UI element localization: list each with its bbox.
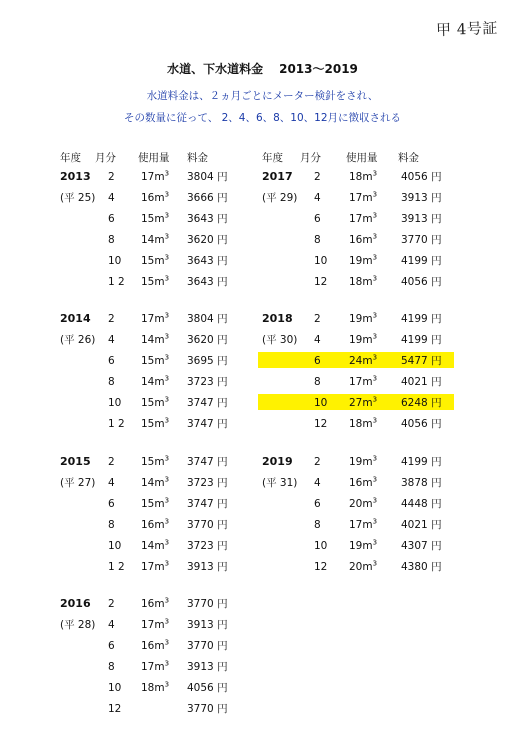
usage-cell: $17m^3$ bbox=[141, 659, 170, 673]
fee-cell bbox=[401, 354, 442, 368]
usage-cell: $16m^3$ bbox=[141, 517, 170, 531]
usage-value: 19 bbox=[349, 540, 363, 552]
month-cell: 6 bbox=[314, 213, 321, 225]
month-cell: 4 bbox=[314, 334, 321, 346]
yen-unit: 円 bbox=[431, 234, 442, 246]
yen-unit: 円 bbox=[431, 171, 442, 183]
fee-value: 3747 bbox=[187, 397, 214, 409]
usage-value: 17 bbox=[141, 171, 155, 183]
usage-value: 19 bbox=[349, 313, 363, 325]
usage-cell: $20m^3$ bbox=[349, 559, 378, 573]
yen-unit: 円 bbox=[217, 334, 228, 346]
fee-cell bbox=[187, 518, 228, 532]
usage-value: 19 bbox=[349, 456, 363, 468]
usage-cell: $14m^3$ bbox=[141, 332, 170, 346]
fee-value: 4056 bbox=[401, 171, 428, 183]
usage-cell: $19m^3$ bbox=[349, 311, 378, 325]
usage-value: 16 bbox=[141, 192, 155, 204]
fee-value: 3723 bbox=[187, 376, 214, 388]
usage-value: 16 bbox=[349, 234, 363, 246]
month-cell: 12 bbox=[314, 561, 328, 573]
fee-cell bbox=[187, 212, 228, 226]
yen-unit: 円 bbox=[217, 355, 228, 367]
yen-unit: 円 bbox=[431, 561, 442, 573]
fee-value: 3666 bbox=[187, 192, 214, 204]
month-cell: 4 bbox=[314, 192, 321, 204]
fee-cell bbox=[401, 417, 442, 431]
fee-value: 3913 bbox=[401, 192, 428, 204]
yen-unit: 円 bbox=[431, 355, 442, 367]
yen-unit: 円 bbox=[217, 418, 228, 430]
usage-value: 15 bbox=[141, 255, 155, 267]
usage-cell: $15m^3$ bbox=[141, 353, 170, 367]
header-fee: 料金 bbox=[187, 152, 208, 164]
year-label: 2016 bbox=[60, 597, 91, 610]
fee-value: 3913 bbox=[401, 213, 428, 225]
fee-value: 3747 bbox=[187, 498, 214, 510]
usage-value: 17 bbox=[141, 661, 155, 673]
month-cell: 8 bbox=[314, 234, 321, 246]
usage-value: 17 bbox=[141, 561, 155, 573]
usage-value: 18 bbox=[349, 418, 363, 430]
fee-cell bbox=[187, 354, 228, 368]
fee-cell bbox=[187, 333, 228, 347]
month-cell: 10 bbox=[108, 540, 122, 552]
era-label: (平 30) bbox=[262, 334, 298, 346]
fee-cell bbox=[401, 233, 442, 247]
fee-cell bbox=[401, 170, 442, 184]
usage-cell: $19m^3$ bbox=[349, 253, 378, 267]
fee-cell bbox=[401, 312, 442, 326]
month-cell: 10 bbox=[314, 540, 328, 552]
year-label: 2015 bbox=[60, 455, 91, 468]
month-cell: 1 2 bbox=[108, 276, 125, 288]
fee-value: 4056 bbox=[401, 418, 428, 430]
usage-value: 18 bbox=[141, 682, 155, 694]
yen-unit: 円 bbox=[431, 477, 442, 489]
usage-cell: $17m^3$ bbox=[349, 517, 378, 531]
fee-cell bbox=[401, 375, 442, 389]
month-cell: 6 bbox=[108, 498, 115, 510]
month-cell: 1 2 bbox=[108, 418, 125, 430]
usage-cell: $17m^3$ bbox=[349, 211, 378, 225]
yen-unit: 円 bbox=[217, 456, 228, 468]
usage-value: 15 bbox=[141, 276, 155, 288]
fee-value: 4021 bbox=[401, 519, 428, 531]
fee-value: 3804 bbox=[187, 313, 214, 325]
usage-cell: $16m^3$ bbox=[141, 596, 170, 610]
month-cell: 4 bbox=[108, 477, 115, 489]
fee-cell bbox=[401, 518, 442, 532]
fee-value: 3643 bbox=[187, 276, 214, 288]
fee-value: 5477 bbox=[401, 355, 428, 367]
usage-cell: $17m^3$ bbox=[141, 311, 170, 325]
yen-unit: 円 bbox=[217, 213, 228, 225]
era-label: (平 25) bbox=[60, 192, 96, 204]
fee-value: 4380 bbox=[401, 561, 428, 573]
usage-cell: $14m^3$ bbox=[141, 538, 170, 552]
yen-unit: 円 bbox=[217, 640, 228, 652]
year-label: 2019 bbox=[262, 455, 293, 468]
usage-value: 14 bbox=[141, 540, 155, 552]
usage-value: 20 bbox=[349, 561, 363, 573]
month-cell: 2 bbox=[314, 313, 321, 325]
fee-value: 3770 bbox=[187, 519, 214, 531]
yen-unit: 円 bbox=[217, 619, 228, 631]
usage-value: 17 bbox=[349, 192, 363, 204]
usage-cell: $18m^3$ bbox=[141, 680, 170, 694]
usage-value: 15 bbox=[141, 213, 155, 225]
yen-unit: 円 bbox=[431, 397, 442, 409]
fee-cell bbox=[187, 702, 228, 716]
usage-cell: $17m^3$ bbox=[349, 190, 378, 204]
yen-unit: 円 bbox=[217, 255, 228, 267]
fee-cell bbox=[401, 254, 442, 268]
month-cell: 6 bbox=[108, 640, 115, 652]
fee-value: 3913 bbox=[187, 561, 214, 573]
month-cell: 6 bbox=[108, 213, 115, 225]
usage-value: 14 bbox=[141, 477, 155, 489]
month-cell: 2 bbox=[314, 171, 321, 183]
fee-cell bbox=[187, 312, 228, 326]
usage-value: 17 bbox=[141, 619, 155, 631]
usage-value: 27 bbox=[349, 397, 363, 409]
month-cell: 4 bbox=[108, 334, 115, 346]
fee-cell bbox=[187, 233, 228, 247]
era-label: (平 29) bbox=[262, 192, 298, 204]
title-text: 水道、下水道料金 bbox=[167, 62, 264, 76]
fee-cell bbox=[401, 497, 442, 511]
month-cell: 12 bbox=[314, 276, 328, 288]
month-cell: 2 bbox=[108, 313, 115, 325]
month-cell: 2 bbox=[314, 456, 321, 468]
subtitle-line-2: その数量に従って、 2、4、6、8、10、12月に徴収される bbox=[123, 112, 402, 124]
month-cell: 10 bbox=[108, 682, 122, 694]
year-label: 2018 bbox=[262, 312, 293, 325]
header-usage: 使用量 bbox=[138, 152, 170, 164]
fee-cell bbox=[187, 560, 228, 574]
usage-cell: $15m^3$ bbox=[141, 454, 170, 468]
month-cell: 10 bbox=[314, 397, 328, 409]
month-cell: 4 bbox=[314, 477, 321, 489]
fee-cell bbox=[187, 497, 228, 511]
fee-value: 4056 bbox=[401, 276, 428, 288]
fee-value: 4307 bbox=[401, 540, 428, 552]
usage-value: 18 bbox=[349, 171, 363, 183]
era-label: (平 27) bbox=[60, 477, 96, 489]
fee-value: 4199 bbox=[401, 255, 428, 267]
month-cell: 12 bbox=[108, 703, 122, 715]
yen-unit: 円 bbox=[217, 540, 228, 552]
year-label: 2017 bbox=[262, 170, 293, 183]
fee-value: 3913 bbox=[187, 619, 214, 631]
usage-cell: $19m^3$ bbox=[349, 332, 378, 346]
yen-unit: 円 bbox=[431, 456, 442, 468]
yen-unit: 円 bbox=[217, 477, 228, 489]
usage-value: 15 bbox=[141, 355, 155, 367]
usage-value: 20 bbox=[349, 498, 363, 510]
month-cell: 1 2 bbox=[108, 561, 125, 573]
yen-unit: 円 bbox=[431, 334, 442, 346]
yen-unit: 円 bbox=[431, 255, 442, 267]
usage-value: 16 bbox=[141, 598, 155, 610]
month-cell: 8 bbox=[108, 661, 115, 673]
yen-unit: 円 bbox=[217, 192, 228, 204]
usage-value: 17 bbox=[141, 313, 155, 325]
fee-cell bbox=[401, 333, 442, 347]
usage-cell: $18m^3$ bbox=[349, 274, 378, 288]
month-cell: 2 bbox=[108, 456, 115, 468]
usage-value: 17 bbox=[349, 213, 363, 225]
fee-value: 3723 bbox=[187, 540, 214, 552]
fee-cell bbox=[187, 455, 228, 469]
yen-unit: 円 bbox=[431, 498, 442, 510]
fee-value: 3747 bbox=[187, 418, 214, 430]
title-years: 2013〜2019 bbox=[279, 62, 358, 76]
usage-value: 14 bbox=[141, 376, 155, 388]
usage-cell: $18m^3$ bbox=[349, 169, 378, 183]
usage-value: 17 bbox=[349, 519, 363, 531]
fee-value: 3747 bbox=[187, 456, 214, 468]
yen-unit: 円 bbox=[217, 661, 228, 673]
yen-unit: 円 bbox=[431, 540, 442, 552]
yen-unit: 円 bbox=[431, 276, 442, 288]
fee-value: 3620 bbox=[187, 334, 214, 346]
yen-unit: 円 bbox=[431, 376, 442, 388]
yen-unit: 円 bbox=[431, 213, 442, 225]
usage-cell: $17m^3$ bbox=[141, 559, 170, 573]
month-cell: 8 bbox=[108, 519, 115, 531]
month-cell: 8 bbox=[108, 376, 115, 388]
fee-cell bbox=[187, 170, 228, 184]
month-cell: 4 bbox=[108, 192, 115, 204]
usage-cell: $15m^3$ bbox=[141, 211, 170, 225]
header-month: 月分 bbox=[95, 152, 116, 164]
usage-cell: $18m^3$ bbox=[349, 416, 378, 430]
usage-cell: $14m^3$ bbox=[141, 232, 170, 246]
month-cell: 12 bbox=[314, 418, 328, 430]
fee-cell bbox=[187, 375, 228, 389]
year-label: 2014 bbox=[60, 312, 91, 325]
yen-unit: 円 bbox=[217, 598, 228, 610]
usage-cell: $16m^3$ bbox=[349, 232, 378, 246]
month-cell: 8 bbox=[314, 376, 321, 388]
fee-cell bbox=[401, 560, 442, 574]
header-year: 年度 bbox=[60, 152, 81, 164]
fee-cell bbox=[187, 191, 228, 205]
yen-unit: 円 bbox=[217, 498, 228, 510]
fee-value: 4199 bbox=[401, 456, 428, 468]
fee-value: 4199 bbox=[401, 334, 428, 346]
usage-value: 17 bbox=[349, 376, 363, 388]
usage-cell: $14m^3$ bbox=[141, 374, 170, 388]
year-label: 2013 bbox=[60, 170, 91, 183]
fee-value: 3620 bbox=[187, 234, 214, 246]
fee-value: 3804 bbox=[187, 171, 214, 183]
usage-value: 18 bbox=[349, 276, 363, 288]
fee-cell bbox=[187, 681, 228, 695]
usage-value: 19 bbox=[349, 255, 363, 267]
usage-cell: $19m^3$ bbox=[349, 454, 378, 468]
fee-cell bbox=[187, 476, 228, 490]
fee-cell bbox=[187, 539, 228, 553]
usage-value: 15 bbox=[141, 418, 155, 430]
usage-cell: $17m^3$ bbox=[141, 169, 170, 183]
yen-unit: 円 bbox=[217, 376, 228, 388]
usage-value: 16 bbox=[141, 519, 155, 531]
page-title bbox=[0, 60, 525, 77]
usage-cell: $15m^3$ bbox=[141, 496, 170, 510]
yen-unit: 円 bbox=[217, 561, 228, 573]
fee-value: 3913 bbox=[187, 661, 214, 673]
era-label: (平 31) bbox=[262, 477, 298, 489]
month-cell: 6 bbox=[108, 355, 115, 367]
usage-cell: $24m^3$ bbox=[349, 353, 378, 367]
usage-cell: $15m^3$ bbox=[141, 416, 170, 430]
month-cell: 6 bbox=[314, 498, 321, 510]
usage-value: 15 bbox=[141, 456, 155, 468]
yen-unit: 円 bbox=[217, 519, 228, 531]
fee-value: 3878 bbox=[401, 477, 428, 489]
fee-cell bbox=[187, 254, 228, 268]
subtitle-line-1: 水道料金は、２ヵ月ごとにメーター検針をされ、 bbox=[146, 90, 379, 102]
usage-cell: $27m^3$ bbox=[349, 395, 378, 409]
fee-value: 3643 bbox=[187, 255, 214, 267]
usage-cell: $20m^3$ bbox=[349, 496, 378, 510]
month-cell: 8 bbox=[314, 519, 321, 531]
usage-cell: $16m^3$ bbox=[141, 638, 170, 652]
fee-cell bbox=[187, 639, 228, 653]
month-cell: 2 bbox=[108, 598, 115, 610]
month-cell: 2 bbox=[108, 171, 115, 183]
usage-value: 16 bbox=[349, 477, 363, 489]
fee-cell bbox=[187, 275, 228, 289]
usage-cell: $19m^3$ bbox=[349, 538, 378, 552]
fee-cell bbox=[187, 417, 228, 431]
yen-unit: 円 bbox=[431, 418, 442, 430]
yen-unit: 円 bbox=[431, 313, 442, 325]
fee-value: 3770 bbox=[401, 234, 428, 246]
fee-value: 3723 bbox=[187, 477, 214, 489]
usage-cell: $16m^3$ bbox=[141, 190, 170, 204]
usage-value: 15 bbox=[141, 397, 155, 409]
yen-unit: 円 bbox=[217, 234, 228, 246]
usage-value: 16 bbox=[141, 640, 155, 652]
yen-unit: 円 bbox=[217, 313, 228, 325]
usage-value: 24 bbox=[349, 355, 363, 367]
fee-value: 4021 bbox=[401, 376, 428, 388]
fee-value: 3695 bbox=[187, 355, 214, 367]
fee-cell bbox=[187, 597, 228, 611]
fee-cell bbox=[187, 396, 228, 410]
month-cell: 8 bbox=[108, 234, 115, 246]
usage-value: 15 bbox=[141, 498, 155, 510]
usage-cell: $15m^3$ bbox=[141, 274, 170, 288]
era-label: (平 26) bbox=[60, 334, 96, 346]
yen-unit: 円 bbox=[217, 682, 228, 694]
yen-unit: 円 bbox=[431, 519, 442, 531]
yen-unit: 円 bbox=[217, 397, 228, 409]
fee-cell bbox=[401, 212, 442, 226]
month-cell: 10 bbox=[314, 255, 328, 267]
fee-value: 4199 bbox=[401, 313, 428, 325]
usage-cell: $17m^3$ bbox=[349, 374, 378, 388]
fee-cell bbox=[401, 275, 442, 289]
fee-value: 6248 bbox=[401, 397, 428, 409]
usage-cell: $16m^3$ bbox=[349, 475, 378, 489]
yen-unit: 円 bbox=[217, 276, 228, 288]
usage-value: 14 bbox=[141, 234, 155, 246]
yen-unit: 円 bbox=[217, 171, 228, 183]
usage-cell: $15m^3$ bbox=[141, 253, 170, 267]
fee-cell bbox=[187, 660, 228, 674]
month-cell: 6 bbox=[314, 355, 321, 367]
header-year: 年度 bbox=[262, 152, 283, 164]
fee-cell bbox=[187, 618, 228, 632]
fee-cell bbox=[401, 396, 442, 410]
month-cell: 10 bbox=[108, 255, 122, 267]
fee-cell bbox=[401, 455, 442, 469]
header-usage: 使用量 bbox=[346, 152, 378, 164]
fee-value: 4448 bbox=[401, 498, 428, 510]
fee-value: 3643 bbox=[187, 213, 214, 225]
fee-cell bbox=[401, 191, 442, 205]
month-cell: 4 bbox=[108, 619, 115, 631]
usage-cell: $17m^3$ bbox=[141, 617, 170, 631]
header-month: 月分 bbox=[300, 152, 321, 164]
header-fee: 料金 bbox=[398, 152, 419, 164]
fee-cell bbox=[401, 539, 442, 553]
usage-value: 14 bbox=[141, 334, 155, 346]
usage-value: 19 bbox=[349, 334, 363, 346]
fee-value: 4056 bbox=[187, 682, 214, 694]
usage-cell: $14m^3$ bbox=[141, 475, 170, 489]
era-label: (平 28) bbox=[60, 619, 96, 631]
exhibit-stamp: 甲 4号証 bbox=[435, 18, 499, 40]
month-cell: 10 bbox=[108, 397, 122, 409]
fee-value: 3770 bbox=[187, 703, 214, 715]
yen-unit: 円 bbox=[217, 703, 228, 715]
yen-unit: 円 bbox=[431, 192, 442, 204]
fee-value: 3770 bbox=[187, 640, 214, 652]
usage-cell: $15m^3$ bbox=[141, 395, 170, 409]
fee-value: 3770 bbox=[187, 598, 214, 610]
fee-cell bbox=[401, 476, 442, 490]
